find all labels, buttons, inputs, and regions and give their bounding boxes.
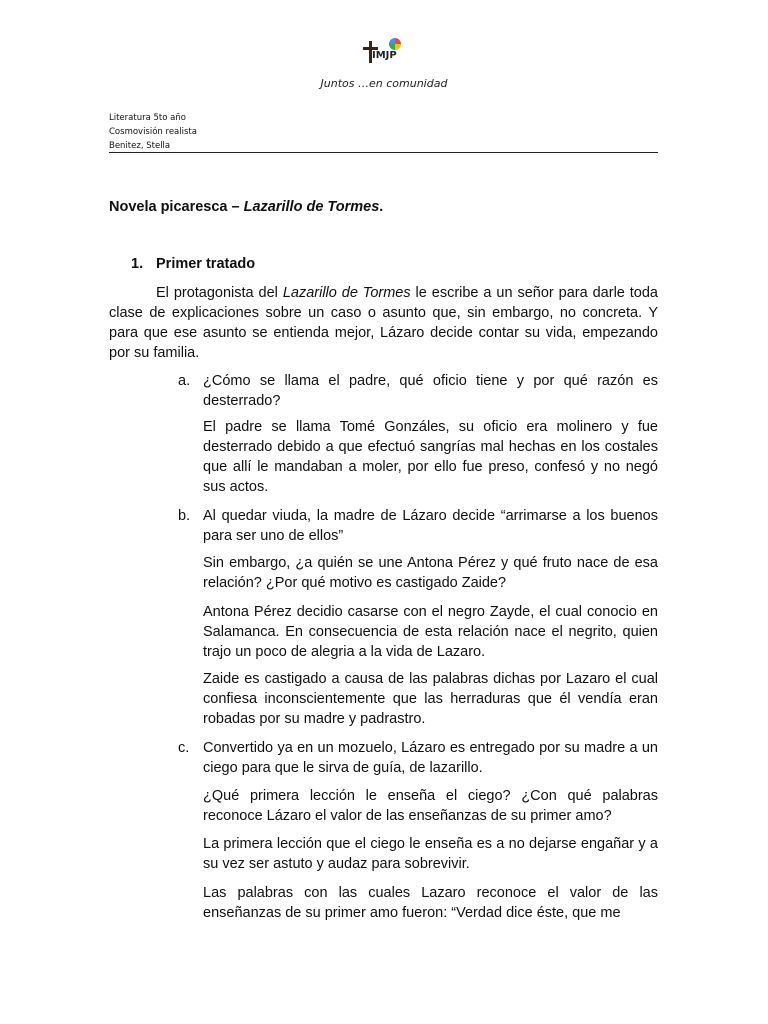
title-work: Lazarillo de Tormes xyxy=(243,199,380,215)
question-paragraph: Sin embargo, ¿a quién se une Antona Pérez y qué fruto nace de esa relación? ¿Por qué motivo es castigado Zaide? xyxy=(203,555,658,591)
meta-course: Literatura 5to año xyxy=(109,113,186,123)
meta-author: Benitez, Stella xyxy=(109,141,171,151)
meta-topic: Cosmovisión realista xyxy=(109,127,197,137)
intro-work: Lazarillo de Tormes xyxy=(282,285,411,301)
answer-paragraph: Antona Pérez decidio casarse con el negro Zayde, el cual conocio en Salamanca. En consecuencia de esta relación nace el negrito, quien trajo un poco de alegria a la vida de Lazaro. xyxy=(203,604,658,660)
intro-before: El protagonista del xyxy=(156,285,283,301)
list-marker-c: c. xyxy=(178,740,190,756)
question-paragraph: ¿Qué primera lección le enseña el ciego? ¿Con qué palabras reconoce Lázaro el valor de las enseñanzas de su primer amo? xyxy=(203,788,658,824)
section-number: 1. xyxy=(131,256,144,272)
document-title xyxy=(109,199,383,215)
logo-letters: IMJP xyxy=(372,50,397,61)
question-paragraph: Al quedar viuda, la madre de Lázaro decide “arrimarse a los buenos para ser uno de ellos” xyxy=(203,508,658,544)
question-paragraph: ¿Cómo se llama el padre, qué oficio tiene y por qué razón es desterrado? xyxy=(203,373,658,409)
school-motto: Juntos …en comunidad xyxy=(320,77,448,90)
question-paragraph: Convertido ya en un mozuelo, Lázaro es entregado por su madre a un ciego para que le sirva de guía, de lazarillo. xyxy=(203,740,658,776)
intro-paragraph xyxy=(109,283,658,363)
header-divider xyxy=(109,152,658,153)
answer-paragraph: La primera lección que el ciego le enseña es a no dejarse engañar y a su vez ser astuto y audaz para sobrevivir. xyxy=(203,836,658,872)
answer-paragraph: Zaide es castigado a causa de las palabras dichas por Lazaro el cual confiesa inconscientemente que las herraduras que él vendía eran robadas por su madre y padrastro. xyxy=(203,671,658,727)
answer-paragraph: Las palabras con las cuales Lazaro reconoce el valor de las enseñanzas de su primer amo fueron: “Verdad dice éste, que me xyxy=(203,885,658,921)
answer-paragraph: El padre se llama Tomé Gonzáles, su oficio era molinero y fue desterrado debido a que efectuó sangrías mal hechas en los costales que allí le mandaban a moler, por ello fue preso, confesó y no negó sus actos. xyxy=(203,419,658,495)
intro-after: le escribe a un señor para darle toda clase de explicaciones sobre un caso o asunto que, sin embargo, no concreta. Y para que ese asunto se entienda mejor, Lázaro decide contar su vida, empezando por su familia. xyxy=(109,285,658,361)
list-marker-b: b. xyxy=(178,508,191,524)
list-marker-a: a. xyxy=(178,373,191,389)
section-label: Primer tratado xyxy=(156,256,256,272)
color-wheel-icon xyxy=(389,38,401,50)
section-heading xyxy=(131,256,255,272)
school-logo xyxy=(362,38,406,72)
title-suffix: . xyxy=(379,199,384,215)
title-prefix: Novela picaresca – xyxy=(109,199,244,215)
